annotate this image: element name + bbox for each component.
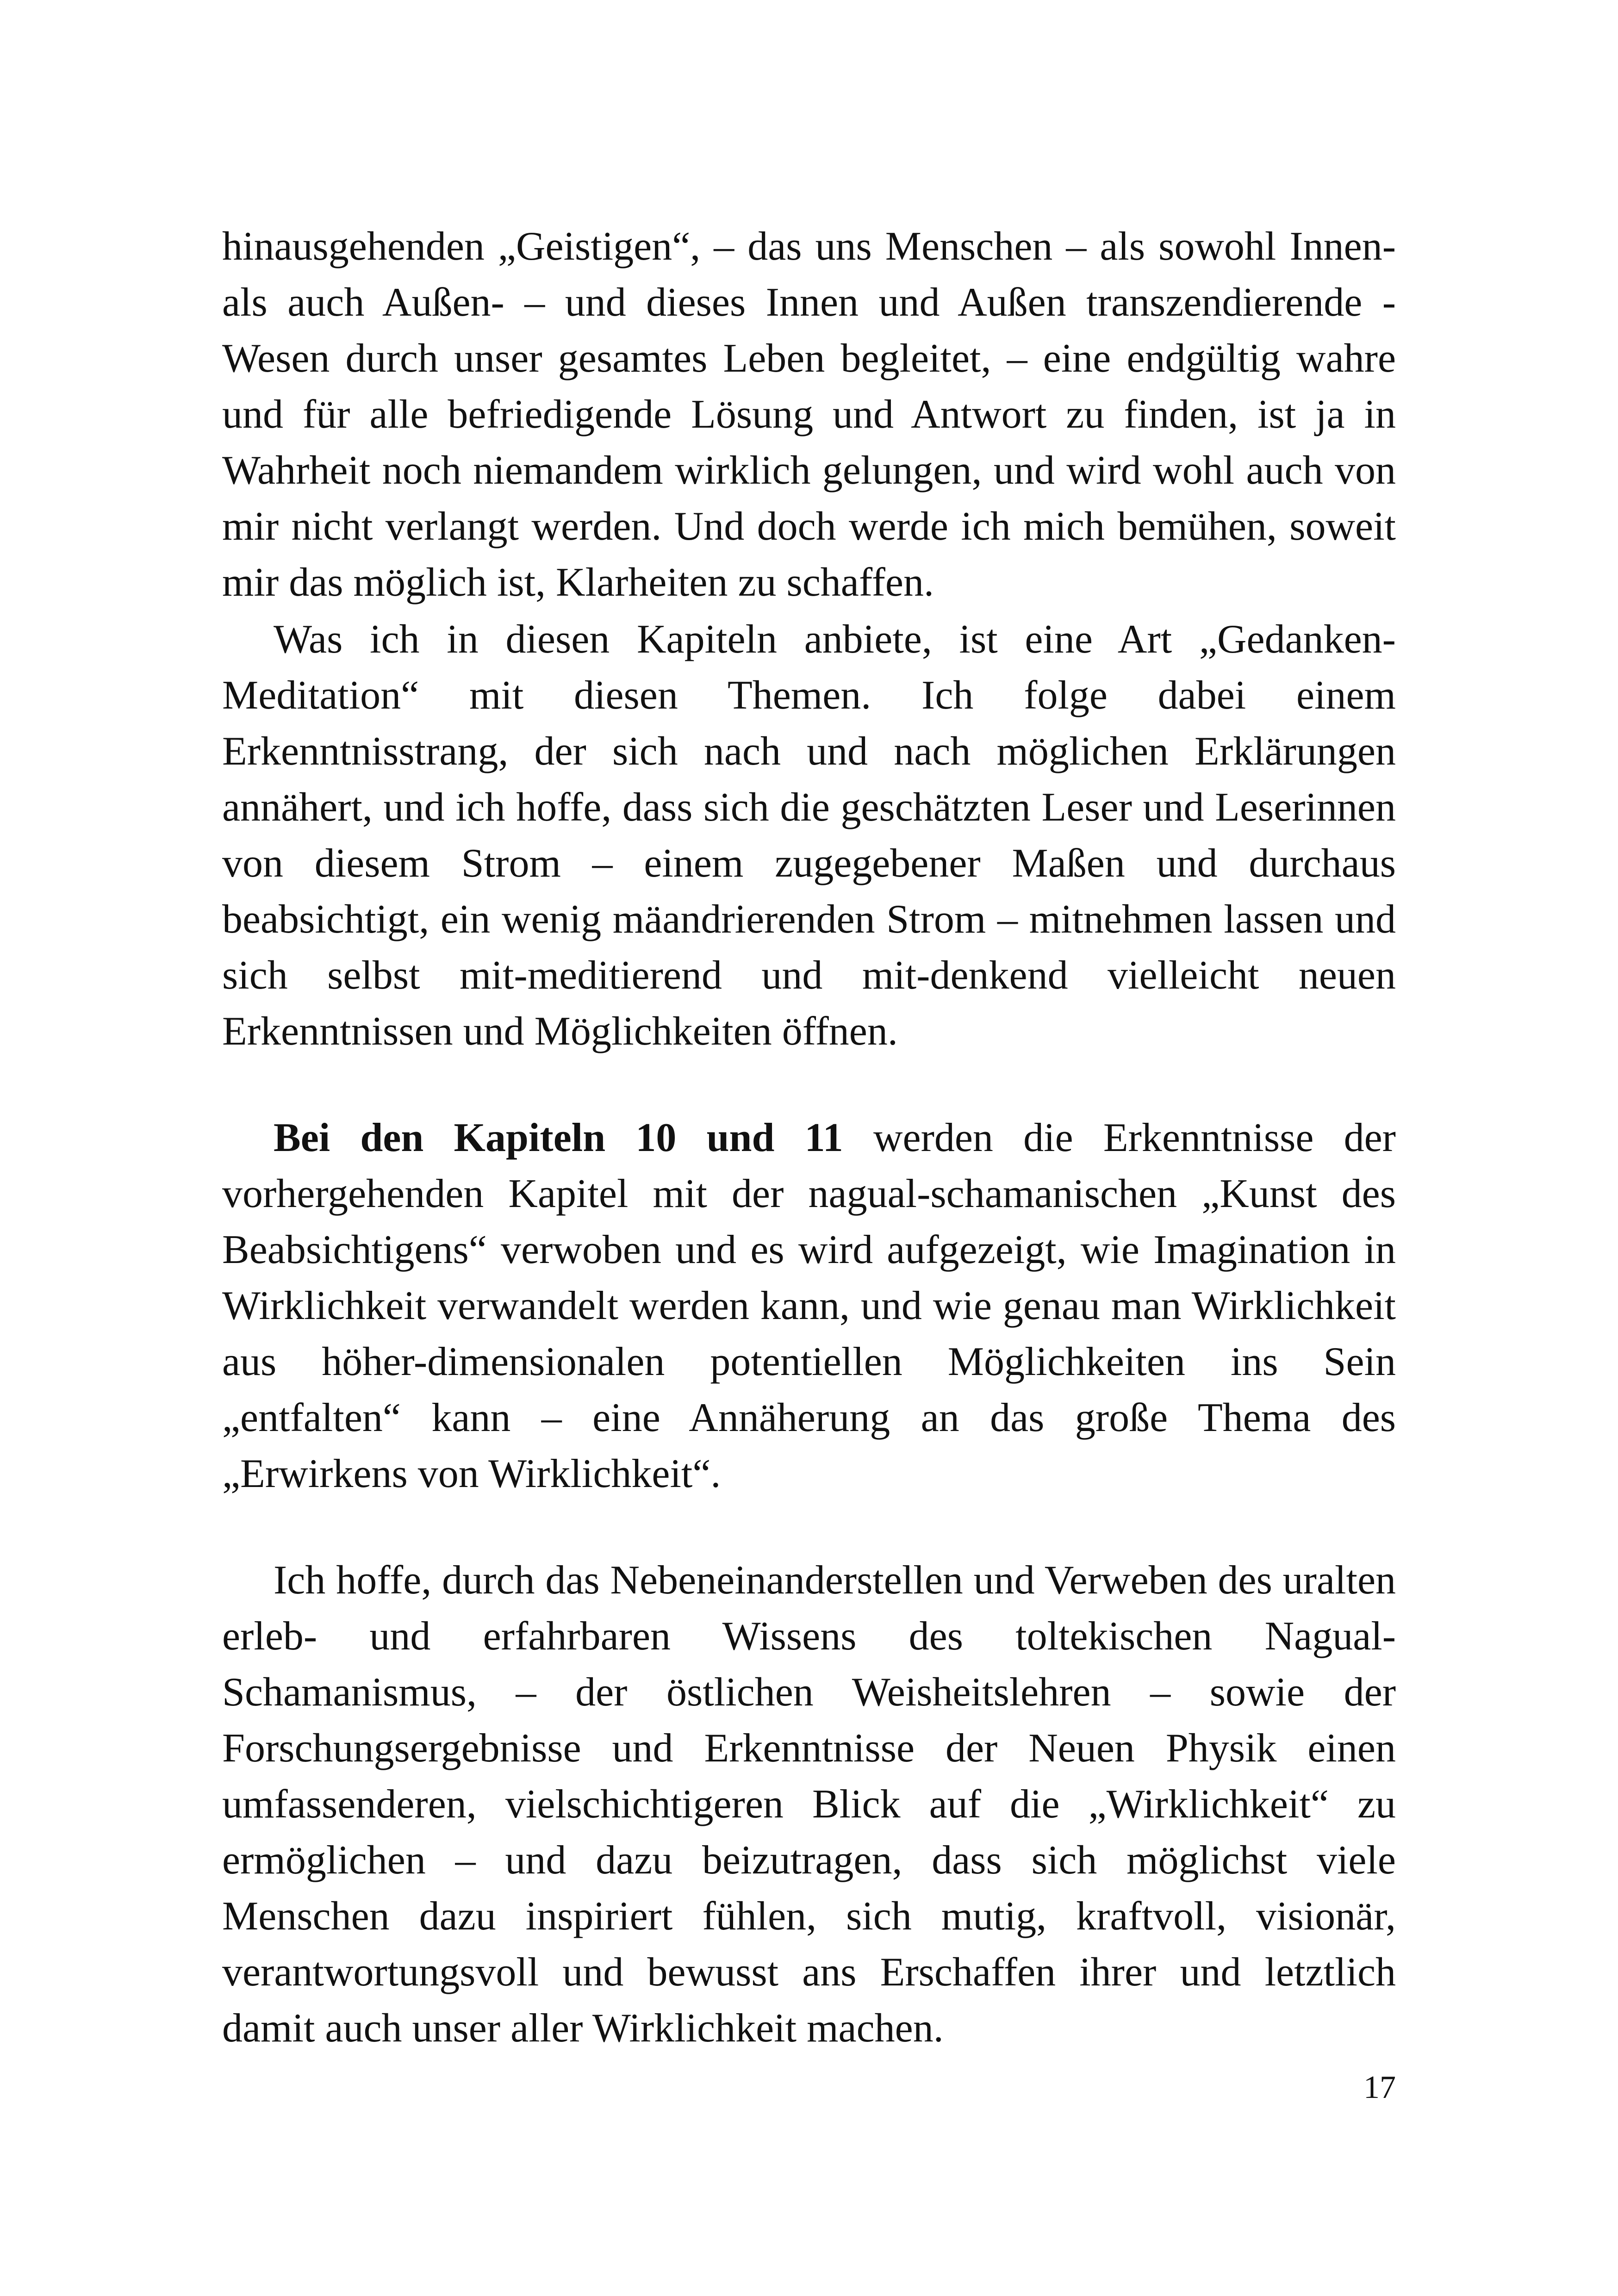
paragraph-chapters-10-11 xyxy=(222,1110,1396,1502)
page-number: 17 xyxy=(1363,2070,1396,2105)
book-page xyxy=(222,0,1396,2296)
paragraph-chapters-intro: Was ich in diesen Kapiteln anbiete, ist eine Art „Gedanken-Meditation“ mit diesen Themen. Ich folge dabei einem Erkenntnisstrang, der sich nach und nach möglichen Erklärungen annähert, und ich hoffe, dass sich die geschätzten Leser und Leserinnen von diesem Strom – einem zugegebener Maßen und durchaus beabsichtigt, ein wenig mäandrierenden Strom – mitnehmen lassen und sich selbst mit-meditierend und mit-denkend vielleicht neuen Erkenntnissen und Möglichkeiten öffnen. xyxy=(222,617,1396,1054)
paragraph-closing-hope: Ich hoffe, durch das Nebeneinanderstellen und Verweben des uralten erleb- und erfahrbaren Wissens des toltekischen Nagual-Schamanismus, – der östlichen Weisheitslehren – sowie der Forschungsergebnisse und Erkenntnisse der Neuen Physik einen umfassenderen, vielschichtigeren Blick auf die „Wirklichkeit“ zu ermöglichen – und dazu beizutragen, dass sich möglichst viele Menschen dazu inspiriert fühlen, sich mutig, kraftvoll, visionär, verantwortungsvoll und bewusst ans Erschaffen ihrer und letztlich damit auch unser aller Wirklichkeit machen. xyxy=(222,1558,1396,2051)
paragraph-continuation: hinausgehenden „Geistigen“, – das uns Menschen – als sowohl Innen- als auch Außen- – und dieses Innen und Außen transzendierende -Wesen durch unser gesamtes Leben begleitet, – eine endgültig wahre und für alle befriedigende Lösung und Antwort zu finden, ist ja in Wahrheit noch niemandem wirklich gelungen, und wird wohl auch von mir nicht verlangt werden. Und doch werde ich mich bemühen, soweit mir das möglich ist, Klarheiten zu schaffen. xyxy=(222,224,1396,605)
paragraph-chapters-10-11-text: werden die Erkenntnisse der vorhergehenden Kapitel mit der nagual-schamanischen „Kunst des Beabsichtigens“ verwoben und es wird aufgezeigt, wie Imagination in Wirklichkeit verwandelt werden kann, und wie genau man Wirklichkeit aus höher-dimensionalen potentiellen Möglichkeiten ins Sein „entfalten“ kann – eine Annäherung an das große Thema des „Erwirkens von Wirklichkeit“. xyxy=(222,1115,1396,1496)
chapter-reference-bold: Bei den Kapiteln 10 und 11 xyxy=(274,1115,843,1160)
